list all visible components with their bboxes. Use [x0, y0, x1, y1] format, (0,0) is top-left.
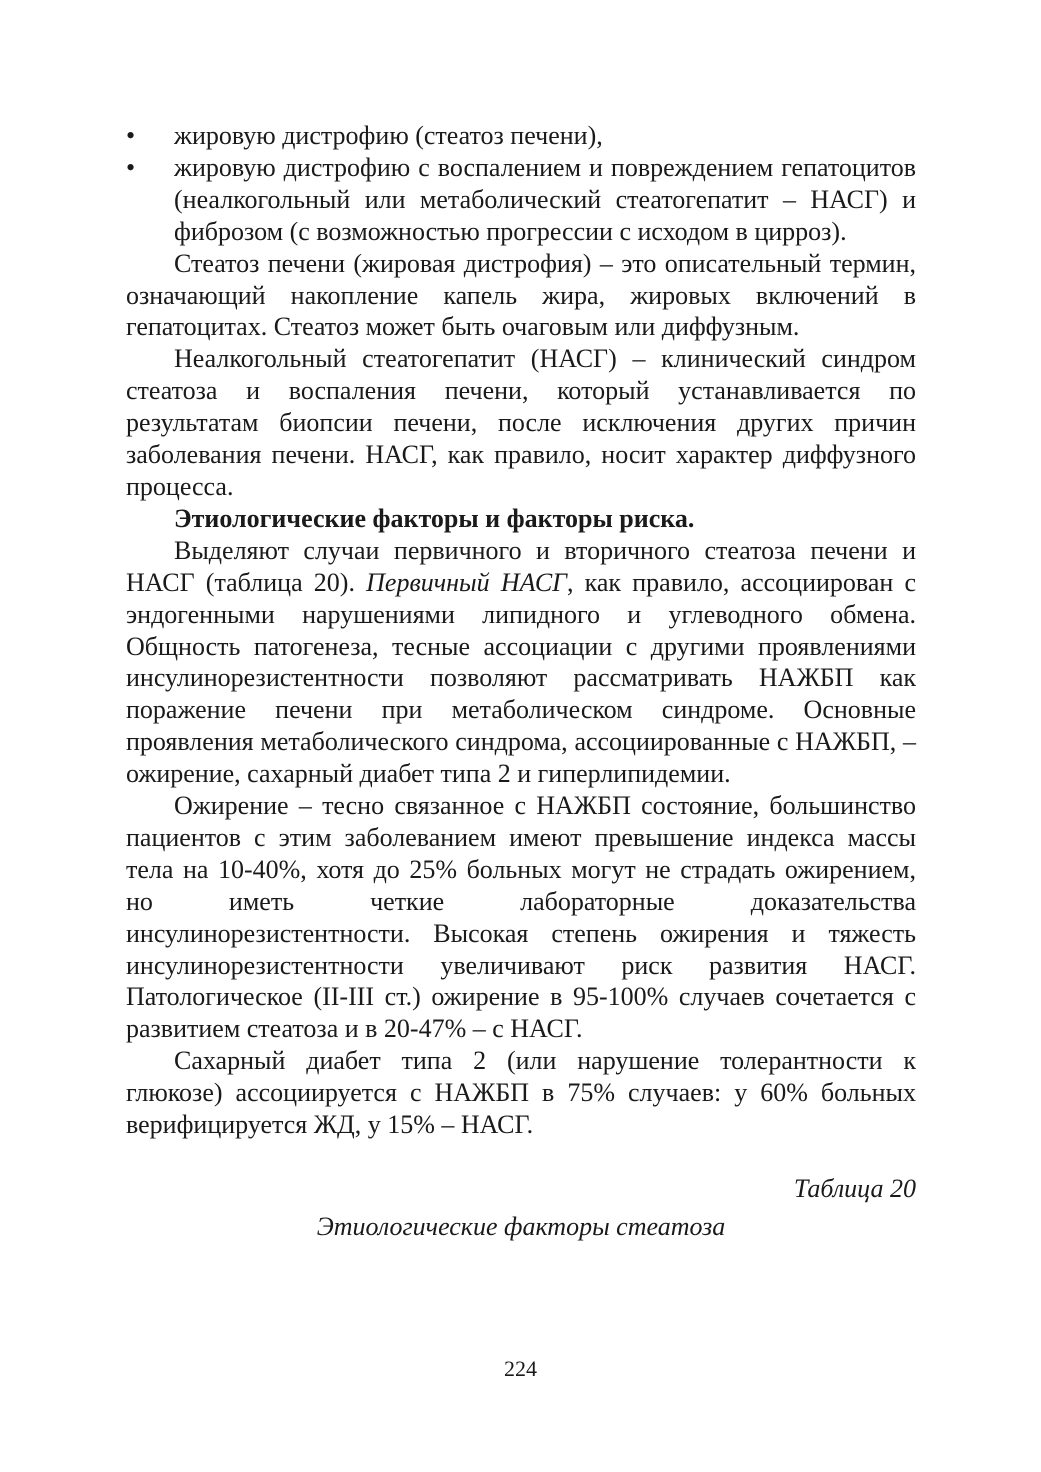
list-item-text: жировую дистрофию с воспалением и повреждением гепатоцитов (неалкогольный или метаболический стеатогепатит – НАСГ) и фиброзом (с возможностью прогрессии с исходом в цирроз). [174, 152, 916, 246]
paragraph-primary-emphasis: Первичный НАСГ [366, 567, 567, 597]
page-body [126, 120, 916, 1243]
list-item-text: жировую дистрофию (стеатоз печени), [174, 121, 603, 150]
bullet-mark: • [126, 152, 136, 182]
paragraph-obesity: Ожирение – тесно связанное с НАЖБП состояние, большинство пациентов с этим заболеванием имеют превышение индекса массы тела на 10-40%, хотя до 25% больных могут не страдать ожирением, но иметь четкие лабораторные доказательства инсулинорезистентности. Высокая степень ожирения и тяжесть инсулинорезистентности увеличивают риск развития НАСГ. Патологическое (II-III ст.) ожирение в 95-100% случаев сочетается с развитием стеатоза и в 20-47% – с НАСГ. [126, 791, 916, 1044]
bullet-mark: • [126, 121, 136, 150]
paragraph-diabetes: Сахарный диабет типа 2 (или нарушение толерантности к глюкозе) ассоциируется с НАЖБП в 75% случаев: у 60% больных верифицируется ЖД, у 15% – НАСГ. [126, 1046, 916, 1140]
table-caption: Таблица 20 [793, 1174, 916, 1203]
section-heading: Этиологические факторы и факторы риска. [174, 503, 695, 533]
list-item [126, 152, 916, 248]
paragraph-nash: Неалкогольный стеатогепатит (НАСГ) – клинический синдром стеатоза и воспаления печени, который устанавливается по результатам биопсии печени, после исключения других причин заболевания печени. НАСГ, как правило, носит характер диффузного процесса. [126, 344, 916, 501]
paragraph-steatosis: Стеатоз печени (жировая дистрофия) – это описательный термин, означающий накопление капель жира, жировых включений в гепатоцитах. Стеатоз может быть очаговым или диффузным. [126, 248, 916, 342]
paragraph-primary [126, 535, 916, 790]
table-title: Этиологические факторы стеатоза [316, 1211, 726, 1241]
page-number: 224 [504, 1356, 537, 1381]
list-item [126, 120, 916, 152]
paragraph-primary-start: Выделяют случаи первичного и вторичного стеатоза печени и НАСГ (таблица 20). [126, 535, 916, 597]
paragraph-primary-rest: , как правило, ассоциирован с эндогенными нарушениями липидного и углеводного обмена. Общность патогенеза, тесные ассоциации с другими проявлениями инсулинорезистентности позволяют рассматривать НАЖБП как поражение печени при метаболическом синдроме. Основные проявления метаболического синдрома, ассоциированные с НАЖБП, – ожирение, сахарный диабет типа 2 и гиперлипидемии. [126, 567, 916, 789]
